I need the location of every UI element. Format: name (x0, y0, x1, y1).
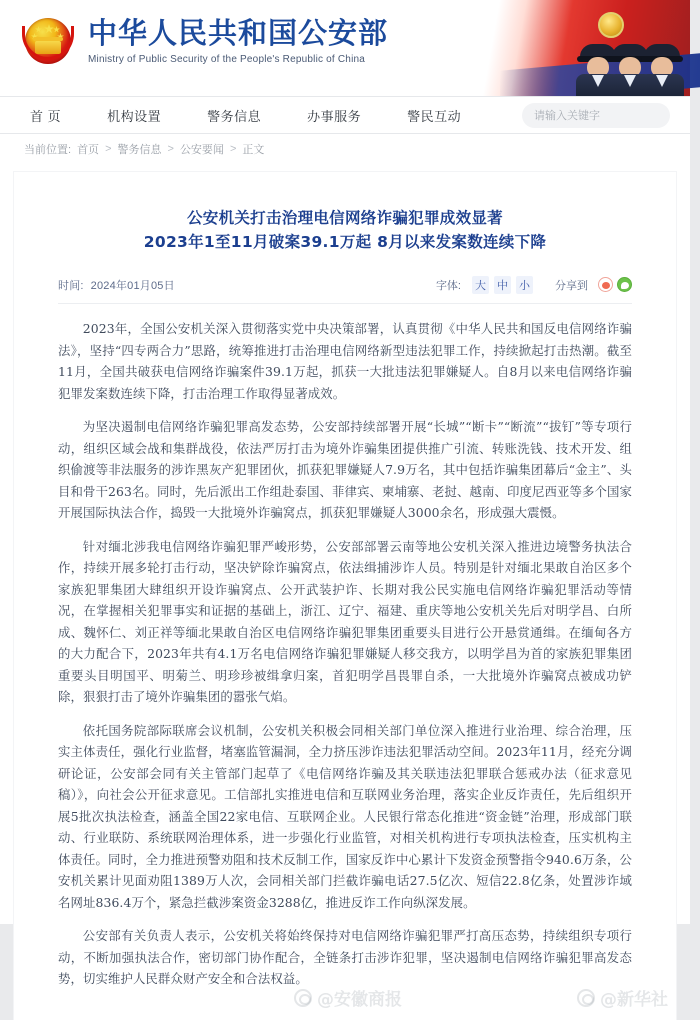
publish-time-value: 2024年01月05日 (90, 279, 175, 292)
search-box[interactable] (522, 103, 670, 128)
font-size-medium-button[interactable]: 中 (494, 276, 511, 294)
article-paragraph: 公安部有关负责人表示，公安机关将始终保持对电信网络诈骗犯罪严打高压态势，持续组织专项行动，不断加强执法合作，密切部门协作配合，全链条打击涉诈犯罪，坚决遏制电信网络诈骗犯罪高发态势，切实维护人民群众财产安全和合法权益。 (58, 928, 632, 986)
article-paragraph: 为坚决遏制电信网络诈骗犯罪高发态势，公安部持续部署开展“长城”“断卡”“断流”“拔钉”等专项行动，组织区域会战和集群战役，依法严厉打击为境外诈骗集团提供推广引流、转账洗钱、技术开发、组织偷渡等非法服务的涉诈黑灰产犯罪团伙，抓获犯罪嫌疑人7.9万名，其中包括诈骗集团幕后“金主”、头目和骨干263名。同时，先后派出工作组赴泰国、菲律宾、柬埔寨、老挝、越南、印度尼西亚等多个国家开展国际执法合作，捣毁一大批境外诈骗窝点，抓获犯罪嫌疑人3000余名，形成强大震慑。 (58, 419, 632, 520)
nav-item-interaction[interactable]: 警民互动 (407, 108, 462, 124)
breadcrumb-separator: > (167, 143, 174, 155)
share-label: 分享到 (555, 279, 588, 292)
police-badge-icon (598, 12, 624, 38)
police-officers-flag-banner (460, 0, 690, 96)
watermark-text: @安徽商报 (317, 990, 402, 1010)
page-title (58, 206, 632, 254)
site-title-block (88, 16, 389, 65)
site-title-cn: 中华人民共和国公安部 (88, 16, 389, 50)
search-input[interactable] (532, 109, 678, 123)
font-size-small-button[interactable]: 小 (516, 276, 533, 294)
wechat-share-icon[interactable] (617, 277, 632, 292)
article-paragraph: 2023年，全国公安机关深入贯彻落实党中央决策部署，认真贯彻《中华人民共和国反电信网络诈骗法》，坚持“四专两合力”思路，统筹推进打击治理电信网络新型违法犯罪工作，持续掀起打击热潮。截至11月，全国共破获电信网络诈骗案件39.1万起，抓获一大批违法犯罪嫌疑人。自8月以来电信网络诈骗犯罪发案数连续下降，打击治理工作取得显著成效。 (58, 321, 632, 401)
page-title-line1: 公安机关打击治理电信网络诈骗犯罪成效显著 (186, 209, 503, 227)
weibo-share-icon[interactable] (598, 277, 613, 292)
nav-item-home[interactable]: 首 页 (30, 108, 62, 124)
site-header (0, 0, 690, 96)
article-meta-bar (58, 274, 632, 304)
article-body (58, 318, 632, 990)
nav-item-police-info[interactable]: 警务信息 (207, 108, 262, 124)
nav-item-services[interactable]: 办事服务 (307, 108, 362, 124)
breadcrumb-item-news[interactable]: 公安要闻 (179, 144, 224, 156)
breadcrumb-item-article: 正文 (242, 144, 265, 156)
font-size-large-button[interactable]: 大 (472, 276, 489, 294)
site-title-en: Ministry of Public Security of the People's Republic of China (88, 54, 366, 65)
weibo-icon (577, 989, 595, 1007)
watermark-text: @新华社 (600, 990, 668, 1010)
weibo-icon (294, 989, 312, 1007)
breadcrumb-separator: > (229, 143, 237, 155)
nav-item-list (24, 106, 484, 125)
site-identity (22, 14, 388, 70)
article-paragraph: 依托国务院部际联席会议机制，公安机关积极会同相关部门单位深入推进行业治理、综合治理，压实主体责任，强化行业监督，堵塞监管漏洞，全力挤压涉诈违法犯罪活动空间。2023年11月，经充分调研论证，公安部会同有关主管部门起草了《电信网络诈骗及其关联违法犯罪联合惩戒办法（征求意见稿）》，向社会公开征求意见。工信部扎实推进电信和互联网业务治理，落实企业反诈责任，先后组织开展5批次执法检查，涵盖全国22家电信、互联网企业。人民银行常态化推进“资金链”治理，形成部门联动、行业联防、系统联网治理体系，进一步强化行业监管，对相关机构进行专项执法检查，压实机构主体责任。同时，全力推进预警劝阻和技术反制工作，国家反诈中心累计下发资金预警指令940.6万条，公安机关累计见面劝阻1389万人次，会同相关部门拦截诈骗电话27.5亿次、短信22.8亿条，处置涉诈域名网址836.4万个，紧急拦截涉案资金3288亿，推进反诈工作向纵深发展。 (58, 722, 632, 910)
breadcrumb-separator: > (105, 143, 112, 155)
page-title-line2: 2023年1至11月破案39.1万起 8月以来发案数连续下降 (143, 233, 547, 251)
main-navigation (0, 96, 690, 134)
breadcrumb-item-police-info[interactable]: 警务信息 (117, 144, 162, 156)
article-card (14, 172, 676, 1020)
officer-figure (642, 44, 682, 96)
nav-item-organization[interactable]: 机构设置 (107, 108, 162, 124)
article-paragraph: 针对缅北涉我电信网络诈骗犯罪严峻形势，公安部部署云南等地公安机关深入推进边境警务执法合作，持续开展多轮打击行动，坚决铲除诈骗窝点，依法缉捕涉诈人员。特别是针对缅北果敢自治区多个家族犯罪集团大肆组织开设诈骗窝点、公开武装护诈、长期对我公民实施电信网络诈骗犯罪活动等情况，在掌握相关犯罪事实和证据的基础上，浙江、辽宁、福建、重庆等地公安机关先后对明学昌、白所成、魏怀仁、刘正祥等缅北果敢自治区电信网络诈骗犯罪集团重要头目进行公开悬赏通缉。在缅甸各方的大力配合下，2023年共有4.1万名电信网络诈骗犯罪嫌疑人移交我方，以明学昌为首的家族犯罪集团重要头目明国平、明菊兰、明珍珍被缉拿归案，首犯明学昌畏罪自杀，一大批境外诈骗窝点被成功铲除，狠狠打击了境外诈骗集团的嚣张气焰。 (58, 538, 632, 704)
breadcrumb-item-home[interactable]: 首页 (77, 144, 100, 156)
breadcrumb (0, 134, 690, 164)
publish-time-label: 时间: (58, 279, 84, 292)
breadcrumb-prefix: 当前位置: (24, 144, 72, 156)
national-emblem-icon (22, 14, 74, 70)
font-size-label: 字体: (435, 279, 461, 292)
